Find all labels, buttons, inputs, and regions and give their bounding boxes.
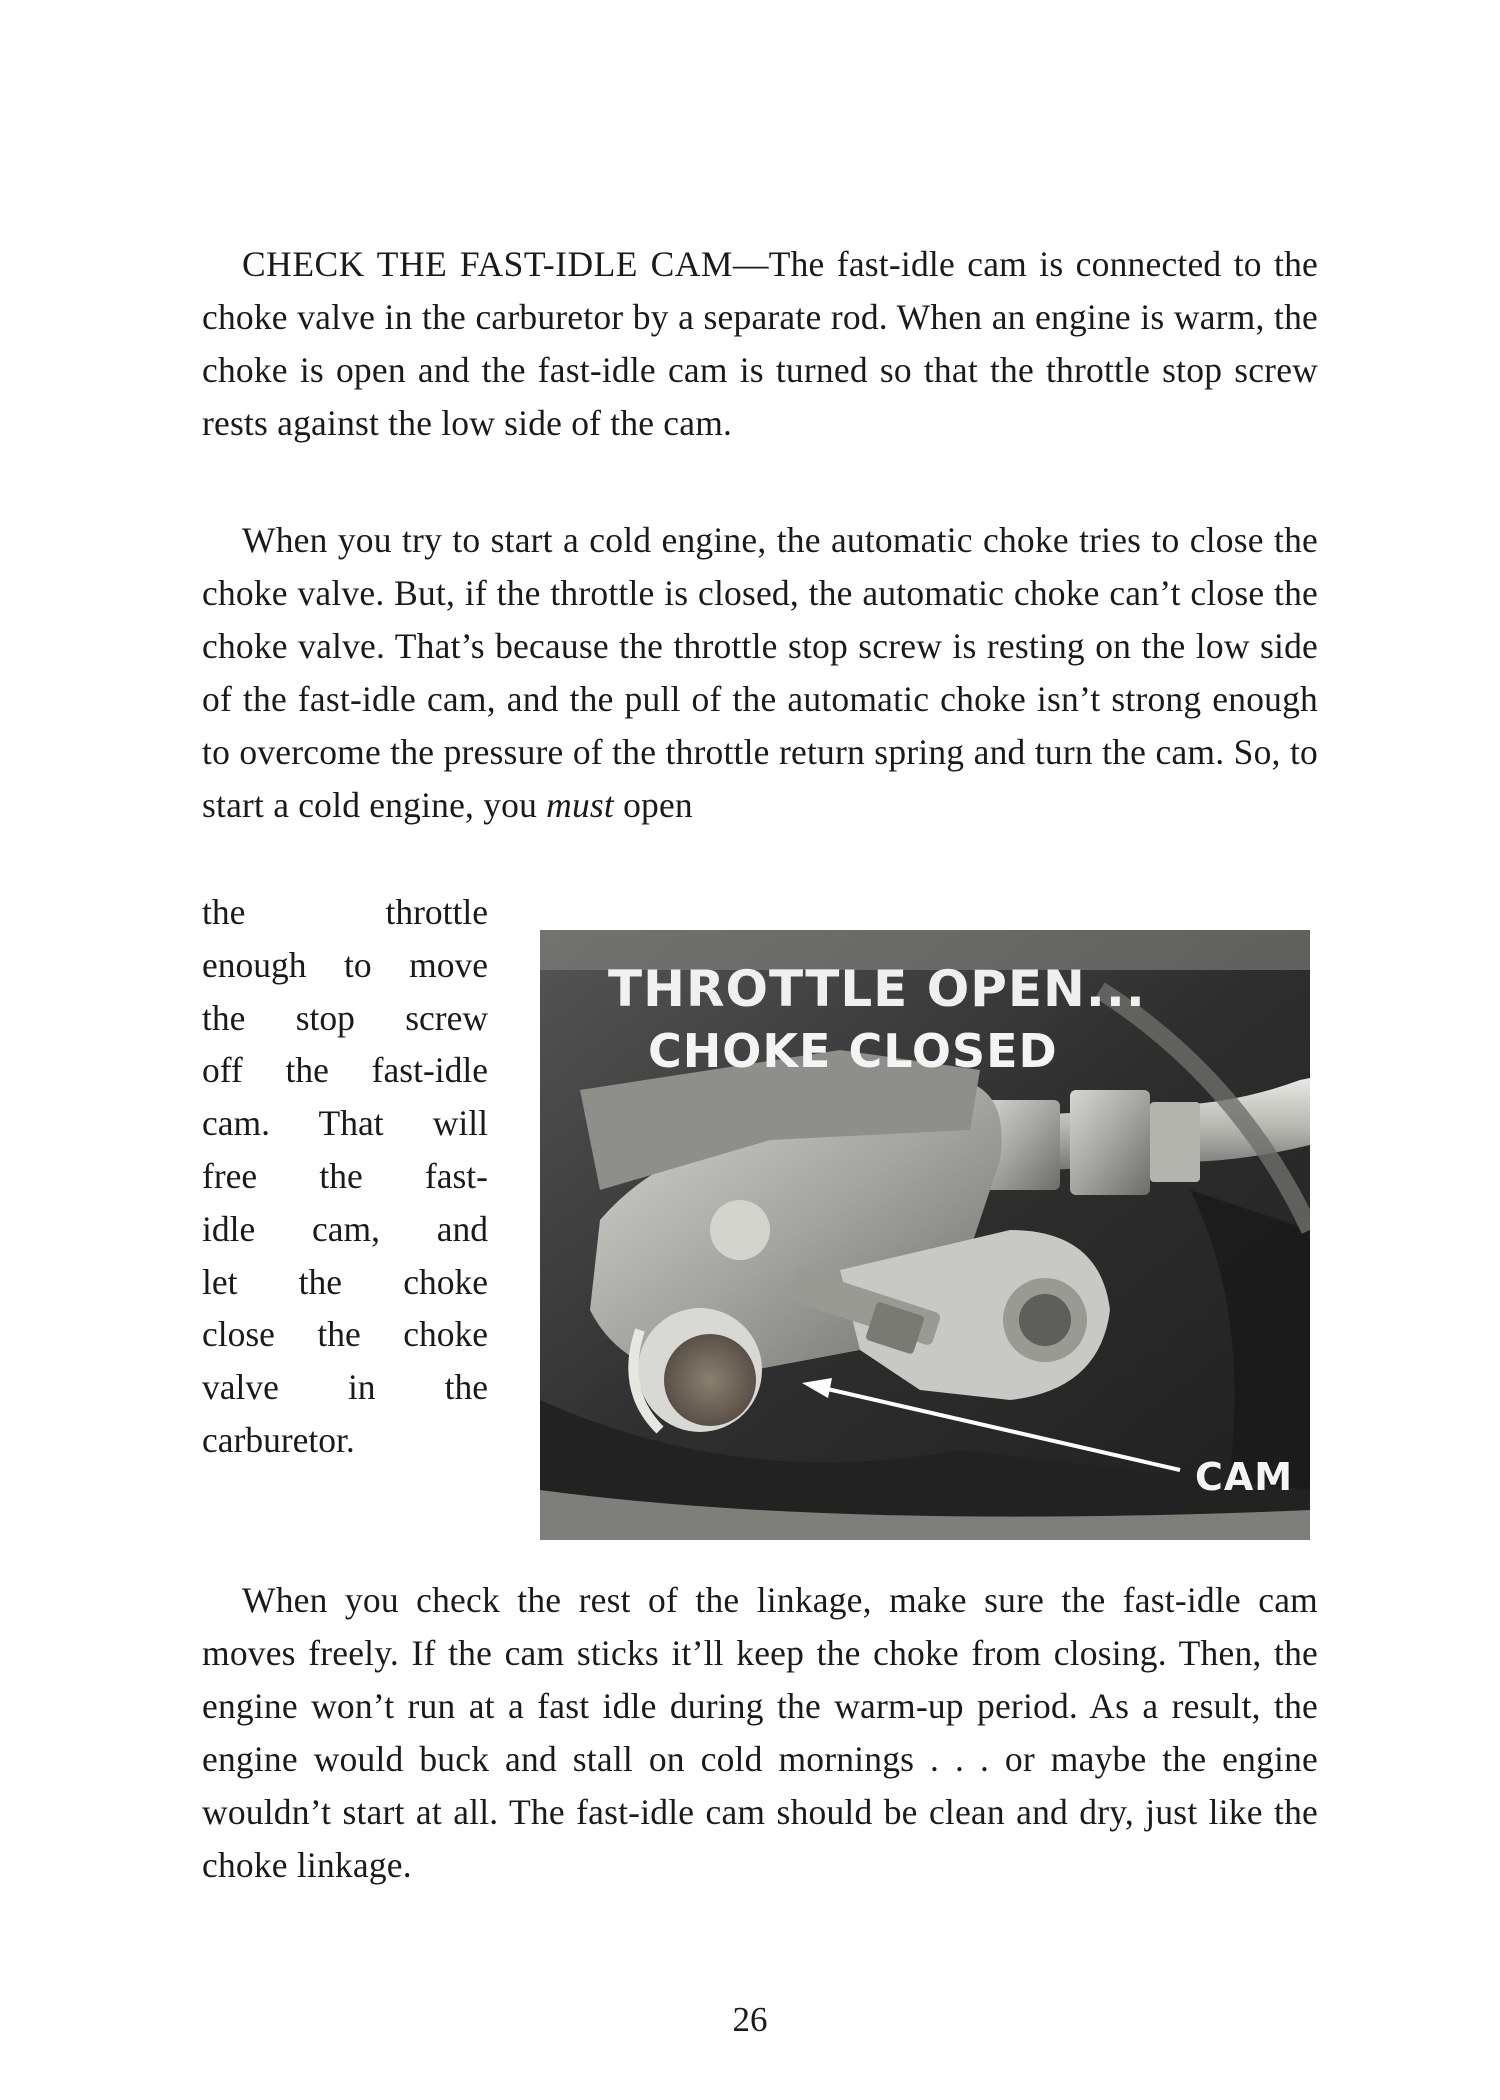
wrapped-text-column — [202, 886, 488, 1467]
wrapped-line: let the choke — [202, 1261, 488, 1302]
paragraph-body-part1: When you try to start a cold engine, the automatic choke tries to close the choke valve. But, if the throttle is closed, the automatic choke can’t close the choke valve. That’s because the throttle stop screw is resting on the low side of the fast-idle cam, and the pull of the automatic choke isn’t strong enough to overcome the pressure of the throttle return spring and turn the cam. So, to start a cold engine, you — [202, 520, 1318, 825]
paragraph-heading: CHECK THE FAST-IDLE CAM — [242, 244, 733, 284]
wrapped-line: off the fast-idle — [202, 1050, 488, 1091]
photo-label-throttle-open: THROTTLE OPEN... — [608, 960, 1146, 1018]
paragraph-body-part2: open — [614, 785, 693, 825]
paragraph-cold-engine — [202, 514, 1318, 832]
wrapped-line: free the fast- — [202, 1155, 488, 1196]
carburetor-photo — [540, 930, 1310, 1540]
wrapped-line: close the choke — [202, 1314, 488, 1355]
paragraph-fast-idle-cam — [202, 238, 1318, 450]
wrapped-line: valve in the — [202, 1367, 488, 1408]
page-number: 26 — [732, 2000, 768, 2039]
wrapped-line: the stop screw — [202, 997, 488, 1038]
photo-label-choke-closed: CHOKE CLOSED — [648, 1024, 1058, 1078]
wrapped-line: idle cam, and — [202, 1208, 488, 1249]
paragraph-body: —The fast-idle cam is connected to the choke valve in the carburetor by a separate rod. When an engine is warm, the choke is open and the fast-idle cam is turned so that the throttle stop screw rests against the low side of the cam. — [202, 244, 1318, 443]
wrapped-line: the throttle — [202, 892, 488, 932]
paragraph-check-linkage — [202, 1574, 1318, 1892]
paragraph-body: When you check the rest of the linkage, make sure the fast-idle cam moves freely. If the cam sticks it’ll keep the choke from closing. Then, the engine won’t run at a fast idle during the warm-up period. As a result, the engine would buck and stall on cold mornings . . . or maybe the engine wouldn’t start at all. The fast-idle cam should be clean and dry, just like the choke linkage. — [202, 1580, 1318, 1885]
emphasis-must: must — [546, 785, 614, 825]
wrapped-line: enough to move — [202, 944, 488, 985]
carburetor-illustration — [540, 930, 1310, 1540]
wrapped-line: cam. That will — [202, 1103, 488, 1144]
photo-callout-cam: CAM — [1195, 1455, 1294, 1499]
wrapped-line: carburetor. — [202, 1419, 355, 1460]
